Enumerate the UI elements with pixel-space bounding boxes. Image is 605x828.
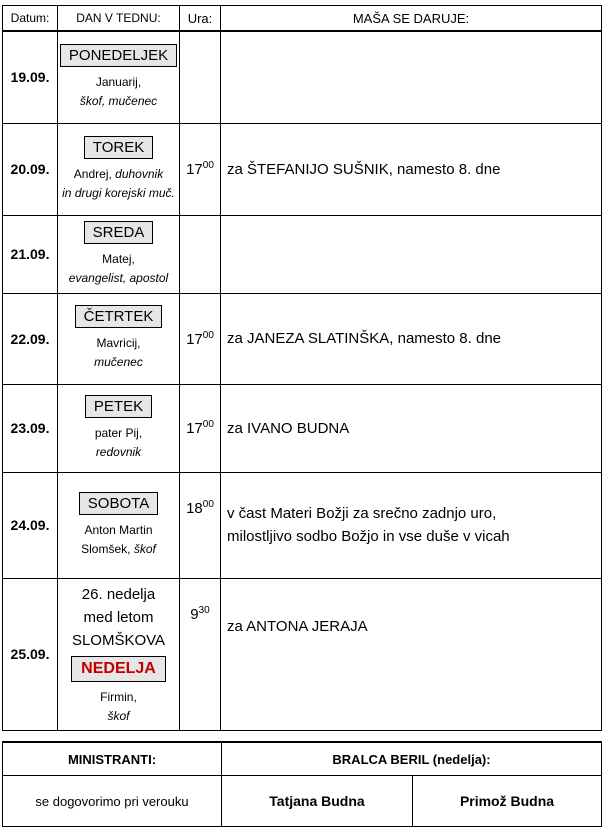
day-name-badge: PONEDELJEK [60,44,177,67]
saint-name [58,250,179,288]
time-hour: 17 [186,330,203,348]
intention-line-2: milostljivo sodbo Božjo in vse duše v vicah [227,528,510,545]
sunday-line-3: SLOMŠKOVA [71,631,166,649]
saint-name [58,688,179,726]
day-column-header: DAN V TEDNU: [58,6,180,32]
saint-name [58,424,179,462]
row-intention [221,215,602,293]
saint-line-1-italic: duhovnik [115,166,164,181]
row-intention [221,31,602,123]
row-day-cell [58,578,180,730]
saint-name [58,521,179,559]
sunday-title [58,583,179,652]
table-row [3,384,602,472]
reader-2: Primož Budna [413,776,602,827]
row-time [180,215,221,293]
day-name-badge: TOREK [84,136,153,159]
row-intention: za ANTONA JERAJA [221,578,602,730]
saint-line-1: Mavricij, [96,336,141,350]
table-row [3,215,602,293]
row-time [180,472,221,578]
table-row [3,293,602,384]
saint-line-1: Firmin, [100,689,137,704]
saint-line-1: Januarij, [95,74,142,89]
saint-line-1: Matej, [102,251,135,266]
time-minutes: 30 [198,604,210,616]
time-minutes: 00 [202,160,214,171]
saint-line-2-italic: mučenec [94,355,143,369]
saint-line-1: Andrej, [73,166,116,181]
day-name-badge: ČETRTEK [75,305,163,328]
mass-schedule-table [2,5,602,731]
row-day-cell [58,31,180,123]
table-row [3,123,602,215]
day-name-badge: NEDELJA [71,656,166,682]
day-name-badge: PETEK [85,395,152,418]
intention-column-header: MAŠA SE DARUJE: [221,6,602,32]
intention-line-1: v čast Materi Božji za srečno zadnjo uro, [227,505,497,522]
footer-header-row [3,742,602,776]
time-minutes: 00 [202,419,214,430]
row-day-cell [58,384,180,472]
saint-name [58,165,179,203]
row-day-cell [58,215,180,293]
time-hour: 18 [186,499,203,517]
saint-line-2-italic: in drugi korejski muč. [62,185,175,200]
saint-line-2-italic: škof [107,708,130,723]
row-date: 19.09. [3,31,58,123]
intention-line-1: za IVANO BUDNA [227,419,350,437]
header-row [3,6,602,32]
row-intention [221,123,602,215]
day-name-badge: SOBOTA [79,492,158,515]
saint-line-1: pater Pij, [94,425,143,440]
reader-1: Tatjana Budna [222,776,413,827]
intention-line-1: za JANEZA SLATINŠKA, namesto 8. dne [227,330,502,347]
row-day-cell [58,123,180,215]
saint-line-1: Anton Martin [84,522,153,537]
ministers-table [2,741,602,827]
row-intention [221,472,602,578]
row-date: 24.09. [3,472,58,578]
table-row [3,472,602,578]
time-minutes: 00 [202,498,214,510]
time-hour: 17 [186,420,203,437]
saint-line-2-italic: škof [133,541,156,556]
row-intention [221,384,602,472]
row-intention [221,293,602,384]
row-time [180,384,221,472]
row-time [180,123,221,215]
bralca-label: BRALCA BERIL (nedelja): [222,742,602,776]
row-time [180,31,221,123]
row-day-cell [58,293,180,384]
row-day-cell [58,472,180,578]
saint-name [58,334,179,372]
time-hour: 17 [186,161,203,178]
saint-line-2-italic: škof, mučenec [79,93,158,108]
time-minutes: 00 [202,329,214,341]
day-name-badge: SREDA [84,221,154,244]
intention-line-1: za ŠTEFANIJO SUŠNIK, namesto 8. dne [227,160,501,178]
sunday-line-1: 26. nedelja [81,585,156,603]
row-date: 23.09. [3,384,58,472]
ministranti-value: se dogovorimo pri verouku [3,776,222,827]
saint-line-2-italic: evangelist, apostol [68,270,169,285]
sunday-line-2: med letom [83,608,154,626]
row-date: 22.09. [3,293,58,384]
row-date: 21.09. [3,215,58,293]
footer-value-row [3,776,602,827]
saint-name [58,73,179,111]
row-time [180,293,221,384]
time-hour: 9 [190,605,199,623]
saint-line-2: Slomšek, [81,541,134,556]
row-date: 20.09. [3,123,58,215]
saint-line-2-italic: redovnik [95,444,142,459]
ministranti-label: MINISTRANTI: [3,742,222,776]
time-column-header: Ura: [180,6,221,32]
table-row [3,31,602,123]
date-column-header: Datum: [3,6,58,32]
sunday-row [3,578,602,730]
row-date: 25.09. [3,578,58,730]
row-time [180,578,221,730]
